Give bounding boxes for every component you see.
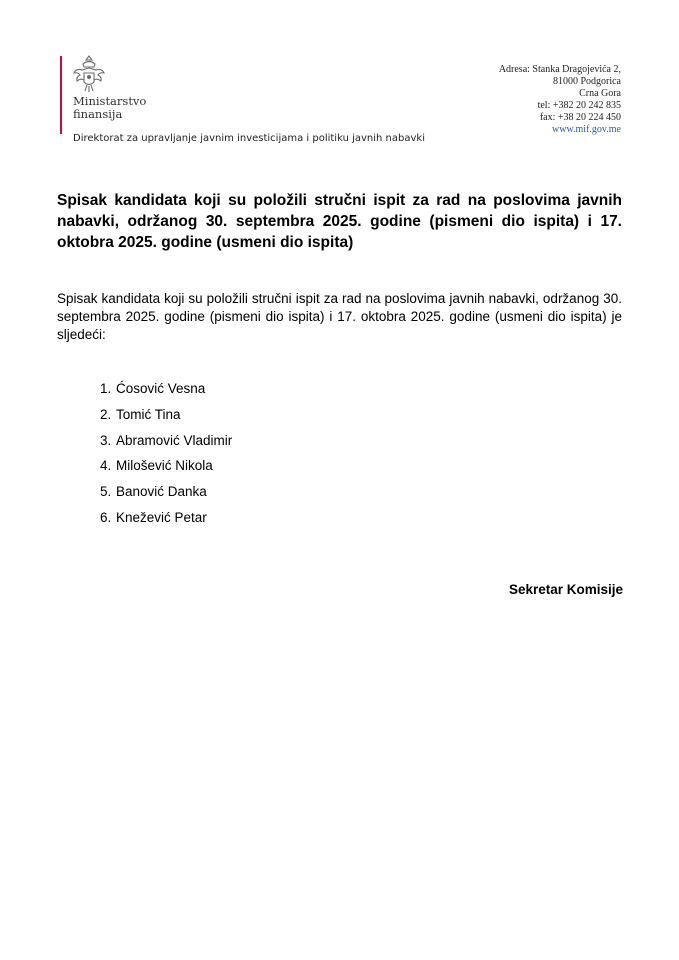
coat-of-arms-icon <box>70 54 108 94</box>
address-block <box>499 64 621 136</box>
list-number: 1. <box>100 381 112 396</box>
list-number: 2. <box>100 406 112 422</box>
candidate-list <box>100 376 232 531</box>
candidate-name: Milošević Nikola <box>116 458 213 474</box>
website-link[interactable]: www.mif.gov.me <box>552 124 621 135</box>
fax-line: fax: +38 20 224 450 <box>539 112 621 123</box>
header-red-bar <box>60 56 62 134</box>
list-number: 5. <box>100 484 112 500</box>
list-item <box>100 428 232 454</box>
list-item <box>100 505 232 531</box>
address-line: Crna Gora <box>579 88 621 99</box>
signature-title: Sekretar Komisije <box>508 582 623 597</box>
list-item <box>100 376 232 402</box>
phone-line: tel: +382 20 242 835 <box>537 100 621 111</box>
list-item <box>100 402 232 428</box>
list-number: 6. <box>100 509 112 525</box>
list-item <box>100 453 232 479</box>
list-item <box>100 479 232 505</box>
candidate-name: Tomić Tina <box>116 406 181 422</box>
ministry-name-line2: finansija <box>73 107 123 121</box>
candidate-name: Knežević Petar <box>116 509 207 525</box>
directorate-name: Direktorat za upravljanje javnim investicijama i politiku javnih nabavki <box>73 133 425 144</box>
candidate-name: Banović Danka <box>116 484 207 500</box>
address-line: 81000 Podgorica <box>552 76 621 87</box>
address-line: Adresa: Stanka Dragojevića 2, <box>498 64 621 75</box>
intro-paragraph: Spisak kandidata koji su položili stručni ispit za rad na poslovima javnih nabavki, održanog 30. septembra 2025. godine (pismeni dio ispita) i 17. oktobra 2025. godine (usmeni dio ispita) je sljedeći: <box>57 291 622 342</box>
candidate-name: Abramović Vladimir <box>116 432 233 448</box>
ministry-name <box>73 95 146 121</box>
candidate-name: Ćosović Vesna <box>116 381 206 396</box>
ministry-name-line1: Ministarstvo <box>73 94 147 108</box>
list-number: 4. <box>100 458 112 474</box>
list-number: 3. <box>100 432 112 448</box>
document-title: Spisak kandidata koji su položili stručni ispit za rad na poslovima javnih nabavki, održanog 30. septembra 2025. godine (pismeni dio ispita) i 17. oktobra 2025. godine (usmeni dio ispita) <box>57 192 622 251</box>
